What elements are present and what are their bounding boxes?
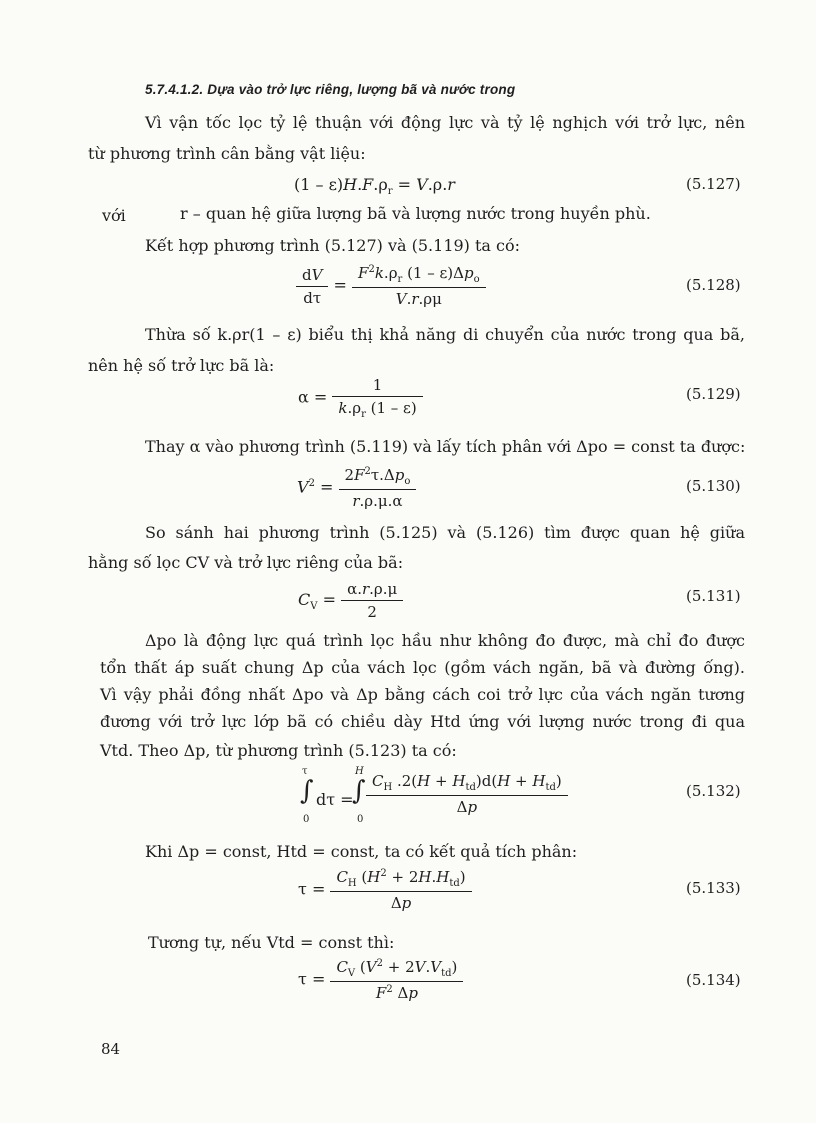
paragraph-2-line-1: Thừa số k.ρr(1 – ε) biểu thị khả năng di chuyển của nước trong qua bã, xyxy=(145,325,745,344)
equation-5-129: α = $\frac{1}{k.\rho_r (1 - \varepsilon)}$ xyxy=(298,376,423,420)
combine-sentence: Kết hợp phương trình (5.127) và (5.119) ta có: xyxy=(145,236,521,255)
where-label: với xyxy=(102,206,126,225)
equation-number: (5.134) xyxy=(686,971,741,989)
paragraph-3-line-2: hằng số lọc CV và trở lực riêng của bã: xyxy=(88,553,404,572)
equation-5-134: τ = $\frac{C_V (V^2 + 2V.V_{td})}{F^2 \Delta p}$ xyxy=(298,958,463,1002)
where-description: r – quan hệ giữa lượng bã và lượng nước trong huyền phù. xyxy=(180,204,651,223)
equation-5-132: τ ∫ 0 dτ = H ∫ 0 $C_H$ $.2(H + H_{td})d(H + H_{td})$ Δp xyxy=(300,766,630,826)
equation-number: (5.131) xyxy=(686,587,741,605)
section-heading: 5.7.4.1.2. Dựa vào trở lực riêng, lượng bã và nước trong xyxy=(145,82,516,97)
paragraph-4-line-4: đương với trở lực lớp bã có chiều dày Htd ứng với lượng nước trong đi qua xyxy=(100,712,745,731)
equation-5-131: $C_V$ = $\frac{\alpha.r.\rho.\mu}{2}$ xyxy=(298,580,403,621)
equation-5-127: $(1 - \varepsilon)H.F.\rho_r = V.\rho.r$ xyxy=(294,175,455,198)
equation-number: (5.132) xyxy=(686,782,741,800)
when-sentence: Khi Δp = const, Htd = const, ta có kết quả tích phân: xyxy=(145,842,578,861)
similar-sentence: Tương tự, nếu Vtd = const thì: xyxy=(148,933,395,952)
paragraph-3-line-1: So sánh hai phương trình (5.125) và (5.126) tìm được quan hệ giữa xyxy=(145,523,745,542)
paragraph-4-line-1: Δpo là động lực quá trình lọc hầu như không đo được, mà chỉ đo được xyxy=(145,631,745,650)
substitute-sentence: Thay α vào phương trình (5.119) và lấy tích phân với Δpo = const ta được: xyxy=(145,437,746,456)
equation-5-130: $V^2$ = $\frac{2F^2\tau.\Delta p_o}{r.\rho.\mu.\alpha}$ xyxy=(297,466,416,510)
equation-number: (5.130) xyxy=(686,477,741,495)
equation-number: (5.129) xyxy=(686,385,741,403)
paragraph-1-line-1: Vì vận tốc lọc tỷ lệ thuận với động lực và tỷ lệ nghịch với trở lực, nên xyxy=(145,113,745,132)
equation-number: (5.127) xyxy=(686,175,741,193)
equation-number: (5.128) xyxy=(686,276,741,294)
equation-number: (5.133) xyxy=(686,879,741,897)
paragraph-4-line-5: Vtd. Theo Δp, từ phương trình (5.123) ta có: xyxy=(100,741,457,760)
equation-5-128: $\frac{dV}{d\tau}$ = $\frac{F^2k.\rho_r (1 - \varepsilon)\Delta p_o}{V.r.\rho\mu}$ xyxy=(296,264,486,308)
page-number: 84 xyxy=(101,1040,121,1058)
paragraph-4-line-2: tổn thất áp suất chung Δp của vách lọc (gồm vách ngăn, bã và đường ống). xyxy=(100,658,745,677)
paragraph-2-line-2: nên hệ số trở lực bã là: xyxy=(88,356,275,375)
paragraph-4-line-3: Vì vậy phải đồng nhất Δpo và Δp bằng cách coi trở lực của vách ngăn tương xyxy=(100,685,745,704)
equation-5-133: τ = $\frac{C_H (H^2 + 2H.H_{td})}{\Delta p}$ xyxy=(298,868,472,912)
paragraph-1-line-2: từ phương trình cân bằng vật liệu: xyxy=(88,144,366,163)
